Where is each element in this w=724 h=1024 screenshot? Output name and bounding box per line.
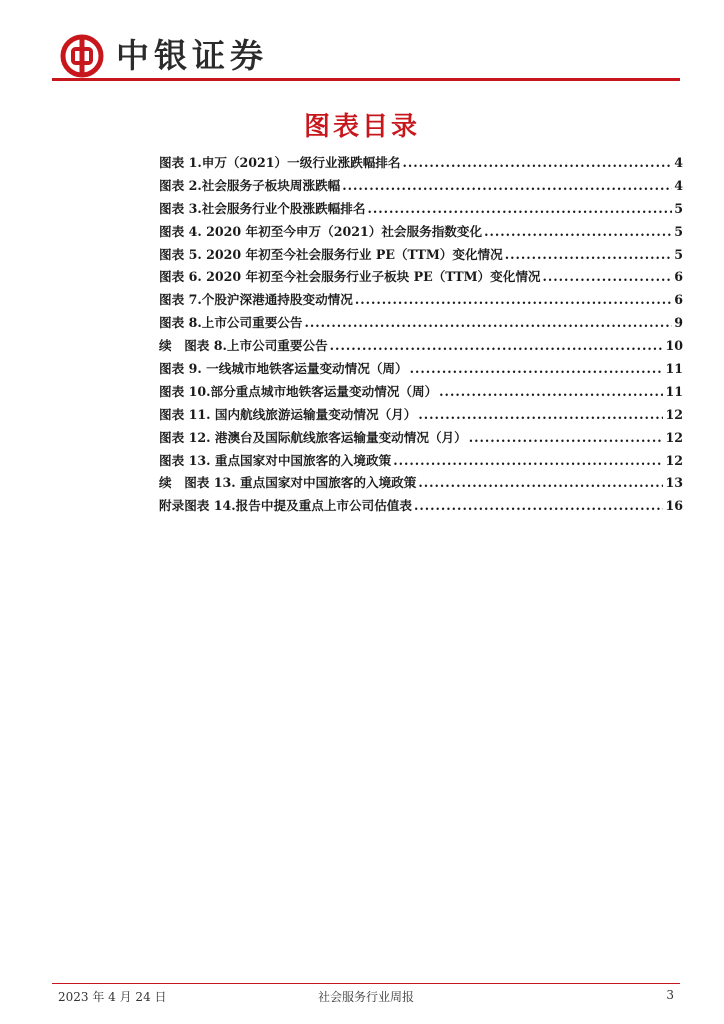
toc-entry-label: 图表 11. 国内航线旅游运输量变动情况（月） [159,406,417,422]
toc-leader-dots [304,315,672,330]
toc-entry-label: 图表 10.部分重点城市地铁客运量变动情况（周） [159,383,438,399]
toc-entry-page: 5 [674,200,683,216]
toc-entry-label: 图表 8.上市公司重要公告 [159,315,303,331]
toc-leader-dots [342,178,672,193]
toc-entry-label: 图表 7.个股沪深港通持股变动情况 [159,292,353,308]
toc-entry[interactable] [159,198,683,221]
toc-entry[interactable] [159,175,683,198]
toc-entry-page: 5 [674,246,683,262]
toc-leader-dots [418,407,663,422]
toc-entry-page: 16 [665,498,683,514]
toc-entry[interactable] [159,381,683,404]
toc-entry[interactable] [159,244,683,267]
toc-entry[interactable] [159,312,683,335]
toc-entry-page: 6 [674,269,683,285]
toc-leader-dots [439,384,663,399]
toc-entry[interactable] [159,472,683,495]
toc-leader-dots [367,201,672,216]
toc-entry-label: 图表 3.社会服务行业个股涨跌幅排名 [159,200,366,216]
toc-entry-label: 图表 9. 一线城市地铁客运量变动情况（周） [159,361,408,377]
toc-entry-page: 9 [674,315,683,331]
toc-leader-dots [410,361,664,376]
toc-entry-label: 图表 6. 2020 年初至今社会服务行业子板块 PE（TTM）变化情况 [159,269,541,285]
toc-leader-dots [484,224,672,239]
toc-entry-label: 图表 2.社会服务子板块周涨跌幅 [159,177,341,193]
toc-entry[interactable] [159,335,683,358]
toc-leader-dots [355,292,672,307]
toc-entry-page: 4 [674,177,683,193]
toc-entry-label: 图表 1.申万（2021）一级行业涨跌幅排名 [159,155,401,170]
toc-leader-dots [414,498,663,513]
toc-entry-label: 续 图表 8.上市公司重要公告 [159,338,328,354]
header-divider [52,78,680,81]
report-date: 2023 年 4 月 24 日 [58,990,167,1004]
toc-leader-dots [418,475,663,490]
table-of-figures [159,152,683,518]
toc-entry[interactable] [159,358,683,381]
toc-entry-label: 图表 13. 重点国家对中国旅客的入境政策 [159,452,392,468]
toc-title: 图表目录 [303,112,420,142]
toc-entry[interactable] [159,289,683,312]
toc-leader-dots [505,247,673,262]
toc-entry[interactable] [159,427,683,450]
toc-entry[interactable] [159,450,683,473]
toc-entry[interactable] [159,266,683,289]
toc-entry-page: 11 [665,361,683,377]
toc-entry-label: 图表 5. 2020 年初至今社会服务行业 PE（TTM）变化情况 [159,246,503,262]
toc-leader-dots [330,338,664,353]
bank-of-china-logo-icon [60,34,104,78]
brand-name: 中银证券 [116,36,268,75]
toc-leader-dots [393,453,663,468]
page-footer [52,988,680,1008]
toc-entry-page: 10 [665,338,683,354]
toc-entry-page: 11 [665,383,683,399]
toc-entry-label: 续 图表 13. 重点国家对中国旅客的入境政策 [159,475,417,491]
toc-entry-label: 图表 4. 2020 年初至今申万（2021）社会服务指数变化 [159,223,483,239]
toc-leader-dots [403,155,673,170]
toc-entry-label: 图表 12. 港澳台及国际航线旅客运输量变动情况（月） [159,429,467,445]
report-name: 社会服务行业周报 [317,990,414,1004]
toc-entry-page: 6 [674,292,683,308]
footer-divider [52,983,680,984]
toc-entry[interactable] [159,495,683,518]
toc-entry-page: 12 [665,429,683,445]
toc-entry[interactable] [159,221,683,244]
toc-entry-label: 附录图表 14.报告中提及重点上市公司估值表 [159,498,412,514]
toc-entry-page: 13 [665,475,683,491]
page-number: 3 [666,988,674,1002]
toc-entry-page: 12 [665,452,683,468]
toc-leader-dots [469,430,664,445]
toc-entry-page: 5 [674,223,683,239]
toc-entry-page: 4 [674,155,683,170]
toc-entry-page: 12 [665,406,683,422]
toc-entry[interactable] [159,404,683,427]
toc-entry[interactable] [159,152,683,175]
page-header [52,24,680,84]
toc-leader-dots [543,269,673,284]
